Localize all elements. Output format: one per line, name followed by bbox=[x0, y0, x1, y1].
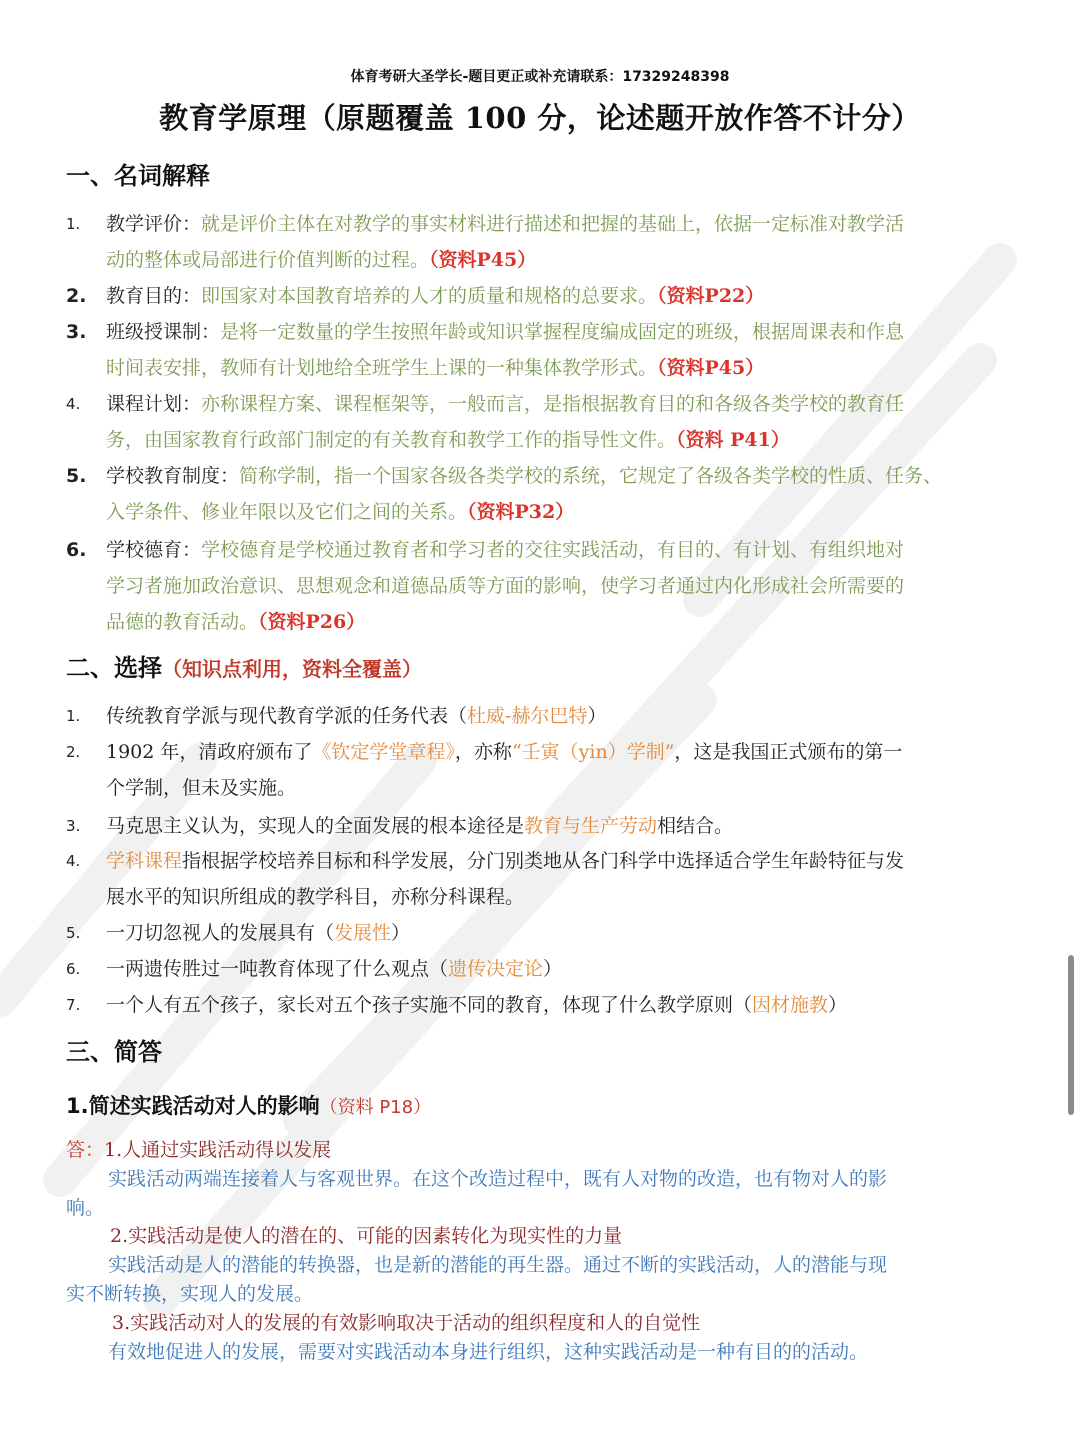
question-text: ，亦称 bbox=[454, 741, 512, 763]
answer-text: 因材施教 bbox=[752, 994, 829, 1016]
answer-point bbox=[66, 1136, 1026, 1223]
section-note: （知识点利用，资料全覆盖） bbox=[162, 657, 422, 681]
answer-text: 教育与生产劳动 bbox=[524, 815, 658, 837]
term-definition-cont: 学习者施加政治意识、思想观念和道德品质等方面的影响，使学习者通过内化形成社会所需要的 bbox=[106, 575, 905, 597]
answer-label: 答： bbox=[66, 1139, 105, 1161]
term-definition: 简称学制，指一个国家各级各类学校的系统，它规定了各级各类学校的性质、任务、 bbox=[239, 465, 943, 487]
item-number: 3. bbox=[66, 817, 81, 835]
term-definition-cont: 务，由国家教育行政部门制定的有关教育和教学工作的指导性文件。 bbox=[106, 429, 677, 451]
term-label: 学校德育： bbox=[106, 539, 202, 561]
choice-item bbox=[66, 951, 1016, 987]
reference-tag: （资料P45） bbox=[657, 357, 765, 379]
answer-text: “壬寅（yin）学制” bbox=[511, 741, 675, 763]
term-item bbox=[66, 314, 1016, 386]
page-title: 教育学原理（原题覆盖 100 分，论述题开放作答不计分） bbox=[159, 101, 921, 135]
term-definition-cont: 时间表安排，教师有计划地给全班学生上课的一种集体教学形式。 bbox=[106, 357, 658, 379]
answer-text: 发展性 bbox=[334, 922, 392, 944]
term-item bbox=[66, 458, 1016, 530]
question-text: ） bbox=[587, 705, 607, 727]
term-definition: 学校德育是学校通过教育者和学习者的交往实践活动，有目的、有计划、有组织地对 bbox=[201, 539, 905, 561]
answer-point bbox=[66, 1309, 1026, 1367]
answer-text: 《钦定学堂章程》 bbox=[312, 741, 455, 763]
item-number: 2. bbox=[66, 285, 87, 307]
term-definition: 即国家对本国教育培养的人才的质量和规格的总要求。 bbox=[201, 285, 658, 307]
question-text-cont: 个学制，但未及实施。 bbox=[106, 777, 297, 799]
item-number: 3. bbox=[66, 321, 87, 343]
answer-point bbox=[66, 1222, 1026, 1309]
section-heading-terms: 一、名词解释 bbox=[66, 162, 210, 190]
question-text: 一两遗传胜过一吨教育体现了什么观点（ bbox=[106, 958, 449, 980]
item-number: 4. bbox=[66, 395, 81, 413]
term-item bbox=[66, 532, 1016, 640]
choice-item bbox=[66, 843, 1016, 915]
point-heading: 1.人通过实践活动得以发展 bbox=[104, 1139, 332, 1161]
answer-text: 遗传决定论 bbox=[448, 958, 544, 980]
question-text: 相结合。 bbox=[657, 815, 734, 837]
point-body: 有效地促进人的发展，需要对实践活动本身进行组织，这种实践活动是一种有目的的活动。 bbox=[108, 1341, 869, 1363]
section-heading-short-answer: 三、简答 bbox=[66, 1038, 162, 1066]
term-item bbox=[66, 386, 1016, 458]
term-item bbox=[66, 278, 1016, 314]
question-text-cont: 展水平的知识所组成的教学科目，亦称分科课程。 bbox=[106, 886, 525, 908]
short-answer-question bbox=[66, 1090, 431, 1120]
question-text: 一刀切忽视人的发展具有（ bbox=[106, 922, 335, 944]
term-definition-cont: 入学条件、修业年限以及它们之间的关系。 bbox=[106, 501, 468, 523]
question-text: 一个人有五个孩子，家长对五个孩子实施不同的教育，体现了什么教学原则（ bbox=[106, 994, 753, 1016]
term-label: 班级授课制： bbox=[106, 321, 221, 343]
reference-tag: （资料 P18） bbox=[319, 1097, 432, 1118]
choice-item bbox=[66, 734, 1016, 806]
question-text: ，这是我国正式颁布的第一 bbox=[674, 741, 903, 763]
choice-item bbox=[66, 915, 1016, 951]
choice-item bbox=[66, 987, 1016, 1023]
point-heading: 3.实践活动对人的发展的有效影响取决于活动的组织程度和人的自觉性 bbox=[112, 1312, 701, 1334]
question-text: 指根据学校培养目标和科学发展，分门别类地从各门科学中选择适合学生年龄特征与发 bbox=[182, 850, 905, 872]
point-body-cont: 实不断转换，实现人的发展。 bbox=[66, 1283, 314, 1305]
choice-item bbox=[66, 698, 1016, 734]
term-label: 学校教育制度： bbox=[106, 465, 240, 487]
point-body-cont: 响。 bbox=[66, 1197, 105, 1219]
term-label: 课程计划： bbox=[106, 393, 202, 415]
item-number: 5. bbox=[66, 924, 81, 942]
term-definition-cont: 动的整体或局部进行价值判断的过程。 bbox=[106, 249, 430, 271]
item-number: 6. bbox=[66, 960, 81, 978]
answer-text: 杜威-赫尔巴特 bbox=[467, 705, 588, 727]
point-body: 实践活动是人的潜能的转换器，也是新的潜能的再生器。通过不断的实践活动，人的潜能与现 bbox=[108, 1254, 888, 1276]
question-text: 传统教育学派与现代教育学派的任务代表（ bbox=[106, 705, 468, 727]
question-text: 1902 年，清政府颁布了 bbox=[106, 741, 313, 763]
item-number: 1. bbox=[66, 707, 81, 725]
question-text: ） bbox=[391, 922, 411, 944]
term-definition: 是将一定数量的学生按照年龄或知识掌握程度编成固定的班级，根据周课表和作息 bbox=[220, 321, 905, 343]
item-number: 6. bbox=[66, 539, 87, 561]
item-number: 4. bbox=[66, 852, 81, 870]
term-definition-cont: 品德的教育活动。 bbox=[106, 611, 259, 633]
item-number: 7. bbox=[66, 996, 81, 1014]
term-item bbox=[66, 206, 1016, 278]
term-definition: 亦称课程方案、课程框架等，一般而言，是指根据教育目的和各级各类学校的教育任 bbox=[201, 393, 905, 415]
term-definition: 就是评价主体在对教学的事实材料进行描述和把握的基础上，依据一定标准对教学活 bbox=[201, 213, 905, 235]
question-text: ） bbox=[828, 994, 848, 1016]
choice-item bbox=[66, 808, 1016, 844]
item-number: 2. bbox=[66, 743, 81, 761]
section-heading-text: 二、选择 bbox=[66, 654, 162, 682]
point-body: 实践活动两端连接着人与客观世界。在这个改造过程中，既有人对物的改造，也有物对人的影 bbox=[108, 1168, 888, 1190]
answer-text: 学科课程 bbox=[106, 850, 183, 872]
contact-line: 体育考研大圣学长-题目更正或补充请联系：17329248398 bbox=[350, 69, 730, 85]
reference-tag: （资料P45） bbox=[429, 249, 537, 271]
term-label: 教育目的： bbox=[106, 285, 202, 307]
question-text: ） bbox=[543, 958, 563, 980]
question-text: 马克思主义认为，实现人的全面发展的根本途径是 bbox=[106, 815, 525, 837]
item-number: 1. bbox=[66, 215, 81, 233]
reference-tag: （资料 P41） bbox=[676, 429, 790, 451]
reference-tag: （资料P32） bbox=[467, 501, 575, 523]
item-number: 5. bbox=[66, 465, 87, 487]
reference-tag: （资料P26） bbox=[258, 611, 366, 633]
point-heading: 2.实践活动是使人的潜在的、可能的因素转化为现实性的力量 bbox=[110, 1225, 623, 1247]
question-title: 1.简述实践活动对人的影响 bbox=[66, 1094, 320, 1118]
reference-tag: （资料P22） bbox=[657, 285, 765, 307]
term-label: 教学评价： bbox=[106, 213, 202, 235]
scrollbar-thumb[interactable] bbox=[1068, 955, 1074, 1115]
section-heading-choice bbox=[66, 648, 422, 683]
